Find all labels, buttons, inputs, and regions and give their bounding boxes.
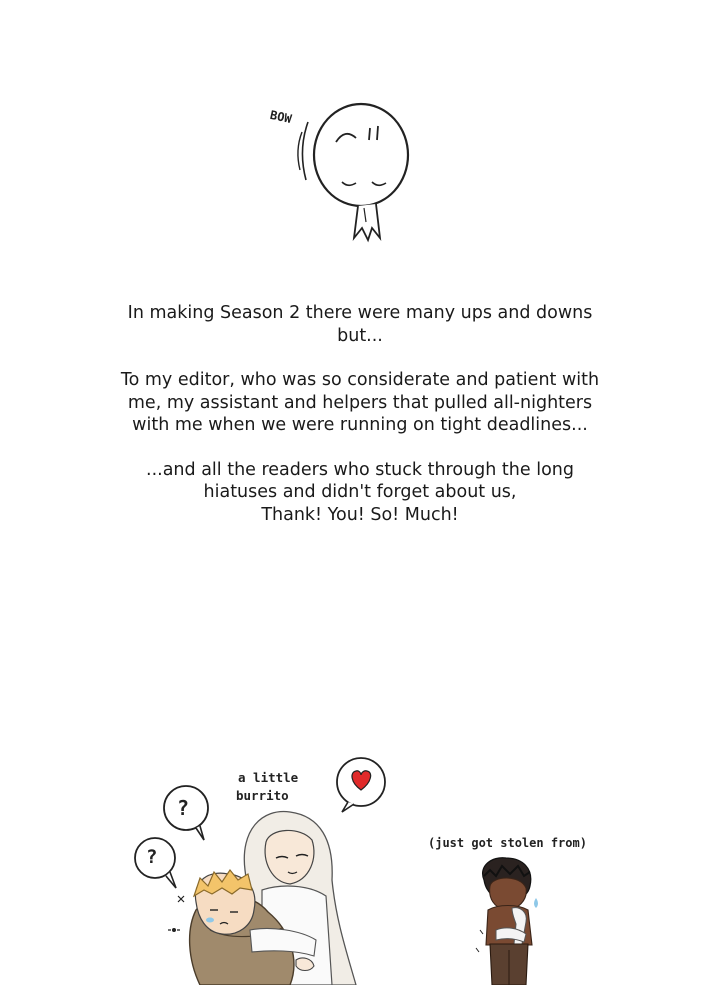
- bow-sfx-label: BOW: [268, 107, 293, 127]
- question-mark-1: ?: [177, 796, 190, 820]
- stolen-caption: (just got stolen from): [428, 836, 587, 850]
- message-paragraph-3-line-2: Thank! You! So! Much!: [261, 504, 459, 525]
- message-paragraph-3-line-1: ...and all the readers who stuck through the long hiatuses and didn't forget about us,: [146, 459, 574, 502]
- burrito-label-line-2: burrito: [236, 788, 289, 803]
- question-mark-2: ?: [146, 846, 158, 868]
- burrito-label-line-1: a little: [238, 770, 299, 785]
- message-paragraph-2: To my editor, who was so considerate and patient with me, my assistant and helpers that pulled all-nighters with me when we were running on tight deadlines...: [120, 370, 600, 435]
- message-paragraph-1: In making Season 2 there were many ups and downs but...: [127, 303, 593, 346]
